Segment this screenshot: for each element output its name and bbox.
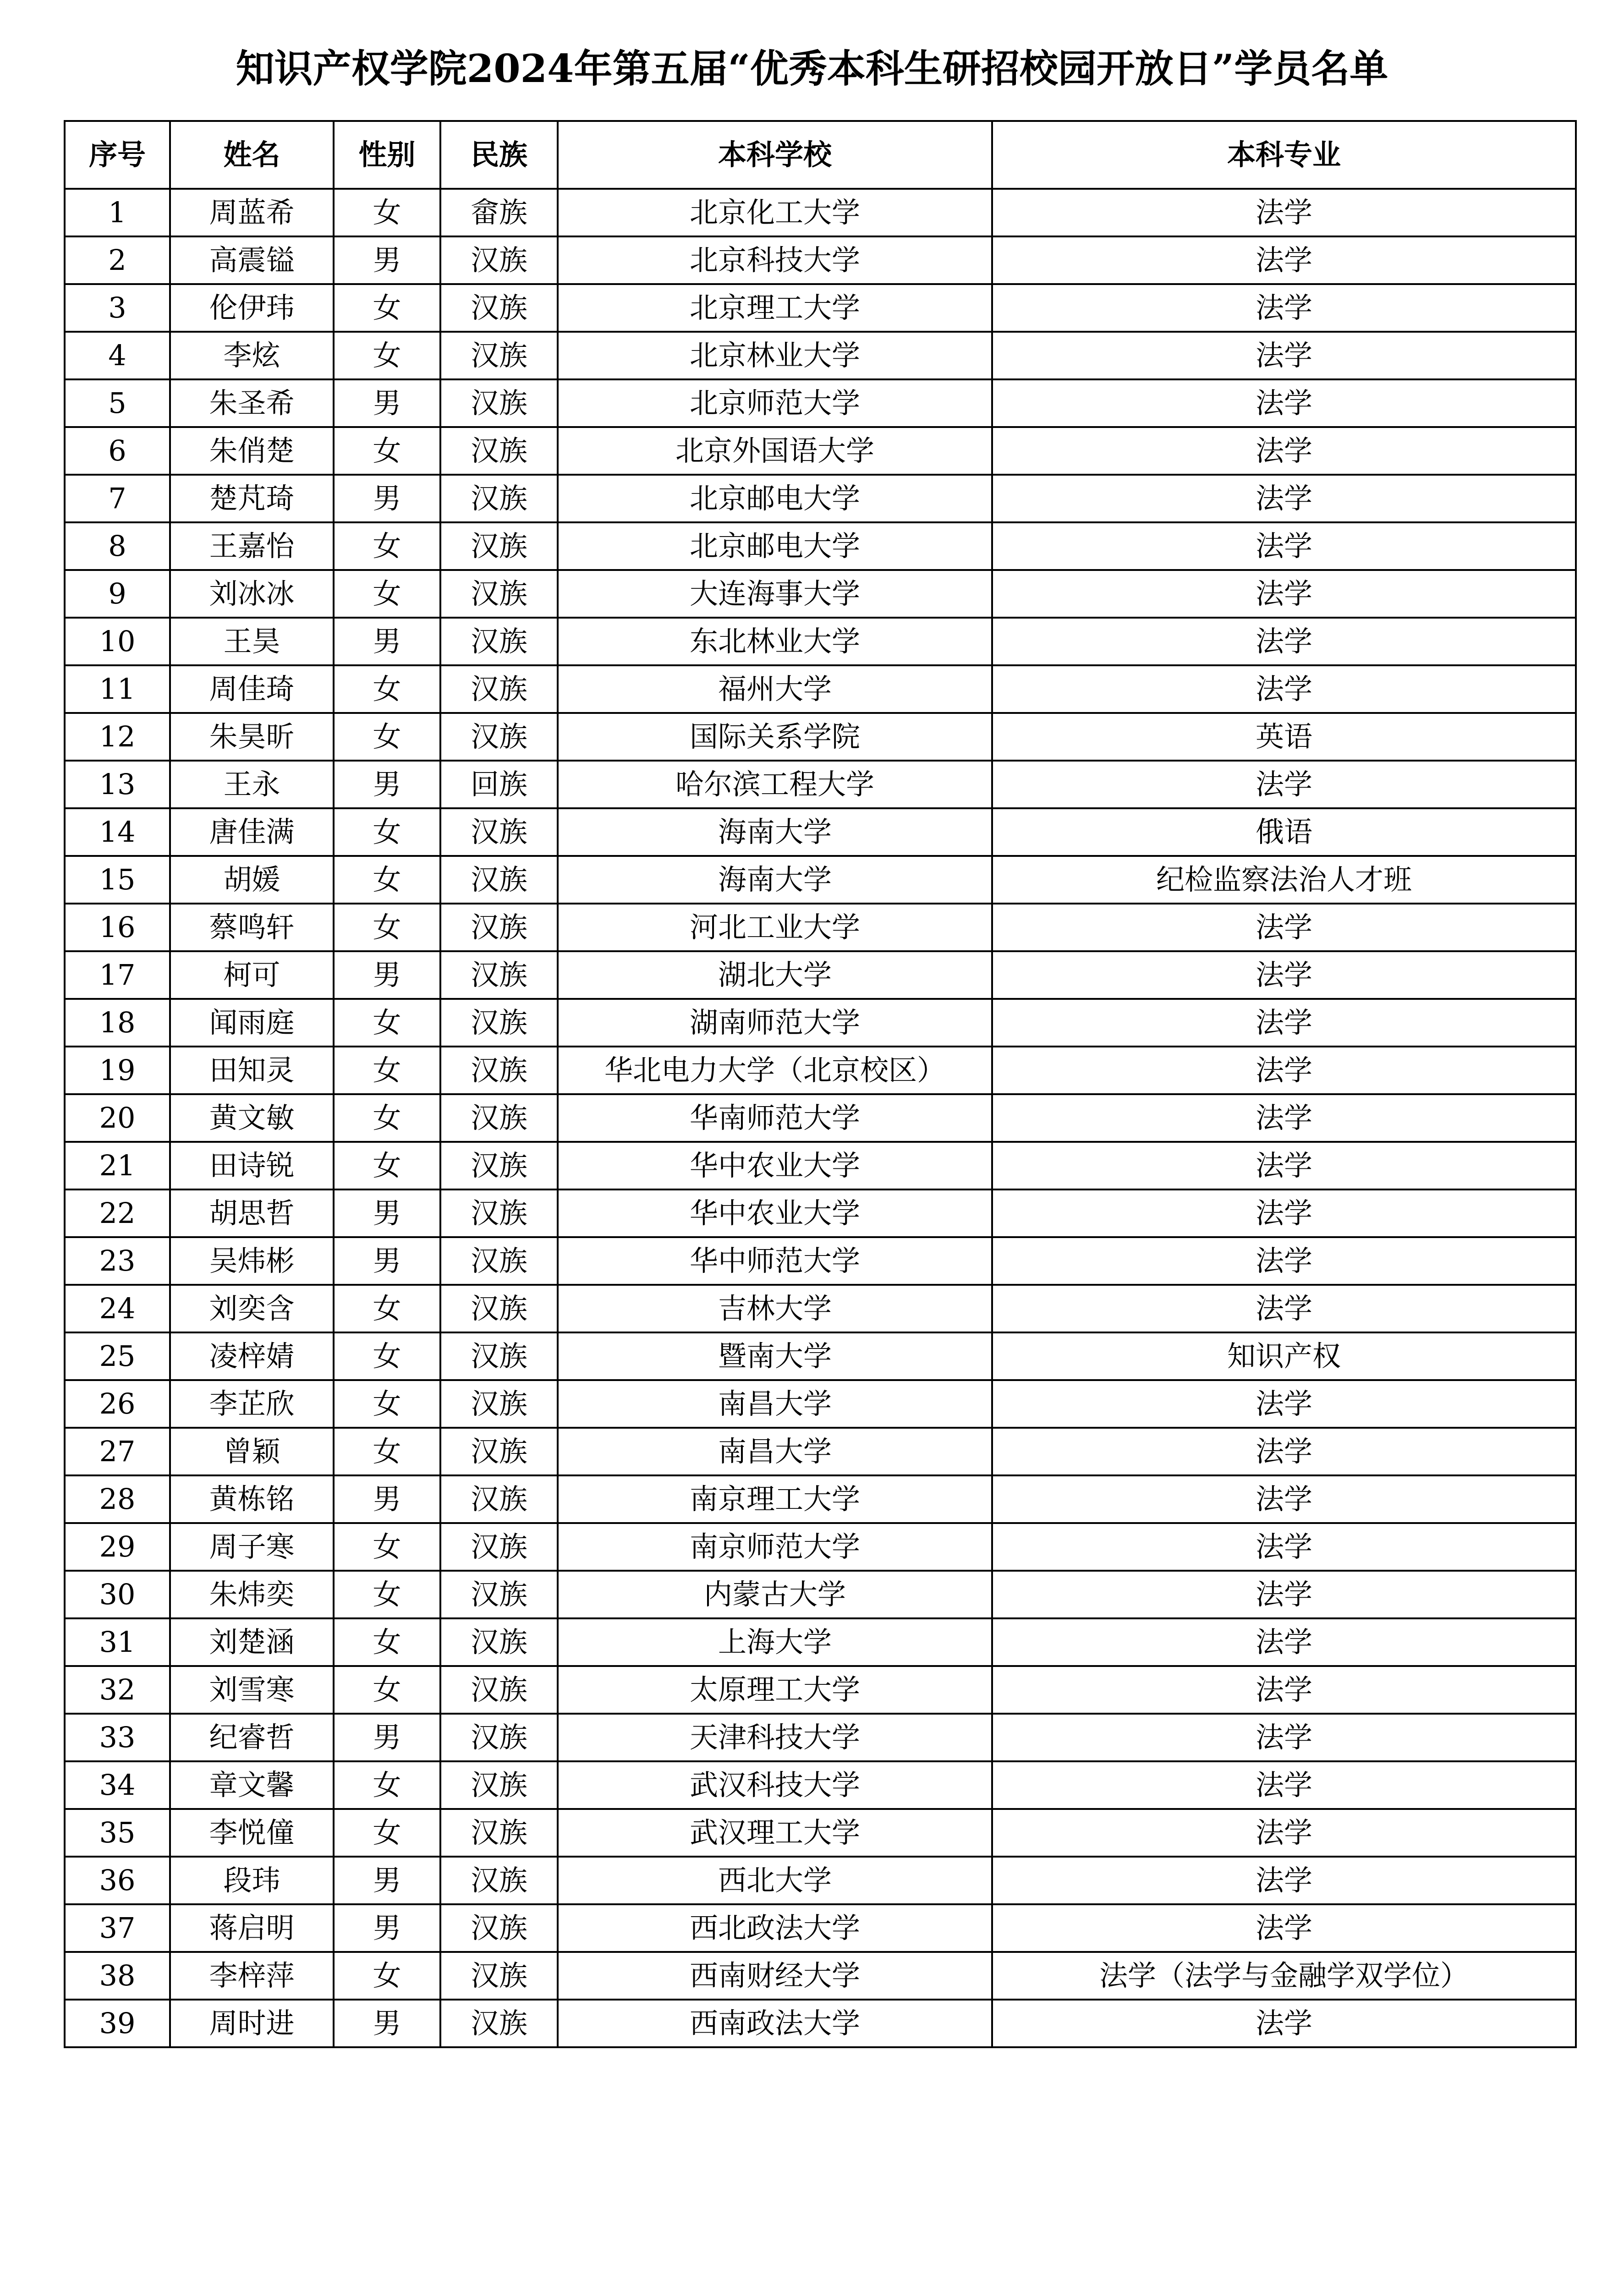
cell-ethnicity: 汉族 [440, 618, 558, 665]
cell-major: 法学 [992, 1666, 1576, 1714]
table-row [65, 1857, 1576, 1904]
cell-name: 蒋启明 [170, 1904, 334, 1952]
cell-gender: 女 [334, 1428, 440, 1475]
cell-major: 法学 [992, 1428, 1576, 1475]
cell-gender: 男 [334, 618, 440, 665]
cell-school: 北京科技大学 [558, 236, 992, 284]
cell-school: 海南大学 [558, 856, 992, 904]
cell-name: 李悦僮 [170, 1809, 334, 1857]
cell-gender: 男 [334, 1475, 440, 1523]
table-row [65, 1523, 1576, 1571]
table-row [65, 808, 1576, 856]
cell-major: 法学 [992, 522, 1576, 570]
cell-gender: 女 [334, 1094, 440, 1142]
cell-school: 北京化工大学 [558, 189, 992, 236]
cell-major: 法学（法学与金融学双学位） [992, 1952, 1576, 2000]
cell-school: 大连海事大学 [558, 570, 992, 618]
cell-name: 纪睿哲 [170, 1714, 334, 1761]
cell-major: 法学 [992, 951, 1576, 999]
cell-ethnicity: 汉族 [440, 236, 558, 284]
cell-ethnicity: 汉族 [440, 808, 558, 856]
cell-name: 刘楚涵 [170, 1618, 334, 1666]
table-row [65, 1475, 1576, 1523]
cell-major: 法学 [992, 618, 1576, 665]
cell-gender: 女 [334, 1142, 440, 1189]
cell-gender: 女 [334, 1380, 440, 1428]
cell-name: 曾颖 [170, 1428, 334, 1475]
cell-school: 内蒙古大学 [558, 1571, 992, 1618]
cell-major: 法学 [992, 1189, 1576, 1237]
cell-number: 22 [65, 1189, 170, 1237]
table-row [65, 522, 1576, 570]
cell-name: 凌梓婧 [170, 1332, 334, 1380]
cell-ethnicity: 汉族 [440, 665, 558, 713]
cell-ethnicity: 汉族 [440, 713, 558, 761]
cell-school: 哈尔滨工程大学 [558, 761, 992, 808]
cell-school: 湖北大学 [558, 951, 992, 999]
cell-school: 武汉理工大学 [558, 1809, 992, 1857]
cell-ethnicity: 回族 [440, 761, 558, 808]
cell-ethnicity: 汉族 [440, 2000, 558, 2047]
cell-number: 9 [65, 570, 170, 618]
table-row [65, 189, 1576, 236]
cell-major: 法学 [992, 1237, 1576, 1285]
table-row [65, 1761, 1576, 1809]
table-row [65, 2000, 1576, 2047]
table-row [65, 284, 1576, 332]
cell-number: 25 [65, 1332, 170, 1380]
cell-gender: 男 [334, 951, 440, 999]
cell-gender: 女 [334, 856, 440, 904]
cell-school: 上海大学 [558, 1618, 992, 1666]
cell-gender: 女 [334, 522, 440, 570]
header-school: 本科学校 [558, 121, 992, 189]
table-row [65, 951, 1576, 999]
cell-major: 法学 [992, 1571, 1576, 1618]
cell-major: 法学 [992, 761, 1576, 808]
cell-name: 吴炜彬 [170, 1237, 334, 1285]
cell-name: 胡媛 [170, 856, 334, 904]
cell-number: 30 [65, 1571, 170, 1618]
cell-major: 法学 [992, 1809, 1576, 1857]
cell-school: 南京理工大学 [558, 1475, 992, 1523]
cell-gender: 男 [334, 475, 440, 522]
table-row [65, 570, 1576, 618]
cell-major: 法学 [992, 236, 1576, 284]
cell-name: 朱圣希 [170, 379, 334, 427]
cell-name: 周时进 [170, 2000, 334, 2047]
cell-name: 田知灵 [170, 1047, 334, 1094]
cell-school: 南京师范大学 [558, 1523, 992, 1571]
table-row [65, 1380, 1576, 1428]
cell-ethnicity: 汉族 [440, 427, 558, 475]
cell-name: 刘雪寒 [170, 1666, 334, 1714]
cell-ethnicity: 汉族 [440, 1428, 558, 1475]
cell-school: 西北政法大学 [558, 1904, 992, 1952]
cell-name: 李芷欣 [170, 1380, 334, 1428]
cell-number: 15 [65, 856, 170, 904]
cell-number: 26 [65, 1380, 170, 1428]
cell-number: 28 [65, 1475, 170, 1523]
table-row [65, 999, 1576, 1047]
cell-school: 南昌大学 [558, 1380, 992, 1428]
table-row [65, 332, 1576, 379]
cell-ethnicity: 汉族 [440, 999, 558, 1047]
cell-number: 8 [65, 522, 170, 570]
cell-gender: 男 [334, 1714, 440, 1761]
cell-ethnicity: 汉族 [440, 1047, 558, 1094]
cell-major: 法学 [992, 570, 1576, 618]
cell-number: 38 [65, 1952, 170, 2000]
cell-gender: 女 [334, 1952, 440, 2000]
cell-number: 14 [65, 808, 170, 856]
cell-school: 华北电力大学（北京校区） [558, 1047, 992, 1094]
cell-ethnicity: 汉族 [440, 1142, 558, 1189]
table-row [65, 1047, 1576, 1094]
table-row [65, 1952, 1576, 2000]
table-row [65, 1142, 1576, 1189]
cell-ethnicity: 汉族 [440, 1189, 558, 1237]
cell-gender: 女 [334, 904, 440, 951]
cell-gender: 男 [334, 1904, 440, 1952]
cell-school: 华中农业大学 [558, 1189, 992, 1237]
cell-major: 法学 [992, 1857, 1576, 1904]
cell-number: 31 [65, 1618, 170, 1666]
cell-name: 高震镒 [170, 236, 334, 284]
cell-ethnicity: 汉族 [440, 570, 558, 618]
cell-number: 23 [65, 1237, 170, 1285]
cell-number: 4 [65, 332, 170, 379]
cell-gender: 女 [334, 999, 440, 1047]
cell-name: 章文馨 [170, 1761, 334, 1809]
cell-number: 18 [65, 999, 170, 1047]
cell-gender: 女 [334, 189, 440, 236]
cell-school: 南昌大学 [558, 1428, 992, 1475]
cell-name: 刘冰冰 [170, 570, 334, 618]
cell-school: 北京理工大学 [558, 284, 992, 332]
cell-major: 英语 [992, 713, 1576, 761]
cell-major: 法学 [992, 665, 1576, 713]
cell-ethnicity: 汉族 [440, 1332, 558, 1380]
cell-school: 华中师范大学 [558, 1237, 992, 1285]
cell-number: 39 [65, 2000, 170, 2047]
cell-gender: 女 [334, 1047, 440, 1094]
cell-school: 河北工业大学 [558, 904, 992, 951]
table-row [65, 856, 1576, 904]
cell-ethnicity: 畲族 [440, 189, 558, 236]
cell-name: 朱炜奕 [170, 1571, 334, 1618]
cell-major: 法学 [992, 1047, 1576, 1094]
cell-gender: 男 [334, 1189, 440, 1237]
cell-major: 法学 [992, 1523, 1576, 1571]
cell-name: 田诗锐 [170, 1142, 334, 1189]
cell-ethnicity: 汉族 [440, 1285, 558, 1332]
cell-school: 福州大学 [558, 665, 992, 713]
cell-gender: 女 [334, 332, 440, 379]
header-gender: 性别 [334, 121, 440, 189]
cell-school: 武汉科技大学 [558, 1761, 992, 1809]
header-name: 姓名 [170, 121, 334, 189]
cell-school: 西北大学 [558, 1857, 992, 1904]
cell-school: 国际关系学院 [558, 713, 992, 761]
table-row [65, 761, 1576, 808]
cell-ethnicity: 汉族 [440, 1094, 558, 1142]
cell-ethnicity: 汉族 [440, 856, 558, 904]
cell-school: 西南政法大学 [558, 2000, 992, 2047]
cell-major: 法学 [992, 904, 1576, 951]
cell-school: 华南师范大学 [558, 1094, 992, 1142]
table-row [65, 1618, 1576, 1666]
cell-name: 周子寒 [170, 1523, 334, 1571]
cell-major: 知识产权 [992, 1332, 1576, 1380]
cell-gender: 女 [334, 1809, 440, 1857]
cell-ethnicity: 汉族 [440, 1618, 558, 1666]
cell-name: 蔡鸣轩 [170, 904, 334, 951]
cell-gender: 男 [334, 1857, 440, 1904]
cell-name: 王昊 [170, 618, 334, 665]
cell-school: 华中农业大学 [558, 1142, 992, 1189]
table-row [65, 1237, 1576, 1285]
cell-gender: 男 [334, 236, 440, 284]
cell-major: 法学 [992, 2000, 1576, 2047]
cell-number: 32 [65, 1666, 170, 1714]
cell-gender: 女 [334, 1571, 440, 1618]
cell-name: 黄文敏 [170, 1094, 334, 1142]
cell-major: 法学 [992, 427, 1576, 475]
cell-ethnicity: 汉族 [440, 1523, 558, 1571]
cell-ethnicity: 汉族 [440, 1714, 558, 1761]
cell-number: 21 [65, 1142, 170, 1189]
cell-school: 暨南大学 [558, 1332, 992, 1380]
cell-major: 法学 [992, 284, 1576, 332]
cell-number: 10 [65, 618, 170, 665]
cell-number: 7 [65, 475, 170, 522]
table-row [65, 427, 1576, 475]
cell-number: 11 [65, 665, 170, 713]
cell-number: 1 [65, 189, 170, 236]
cell-ethnicity: 汉族 [440, 1571, 558, 1618]
cell-name: 楚芃琦 [170, 475, 334, 522]
cell-ethnicity: 汉族 [440, 1475, 558, 1523]
cell-major: 法学 [992, 332, 1576, 379]
cell-ethnicity: 汉族 [440, 1952, 558, 2000]
table-row [65, 1094, 1576, 1142]
cell-number: 29 [65, 1523, 170, 1571]
cell-school: 海南大学 [558, 808, 992, 856]
cell-gender: 女 [334, 427, 440, 475]
cell-major: 法学 [992, 189, 1576, 236]
cell-name: 闻雨庭 [170, 999, 334, 1047]
cell-gender: 男 [334, 379, 440, 427]
cell-major: 法学 [992, 1285, 1576, 1332]
table-row [65, 1714, 1576, 1761]
header-number: 序号 [65, 121, 170, 189]
cell-major: 法学 [992, 1380, 1576, 1428]
table-row [65, 618, 1576, 665]
cell-ethnicity: 汉族 [440, 1857, 558, 1904]
cell-major: 纪检监察法治人才班 [992, 856, 1576, 904]
cell-ethnicity: 汉族 [440, 1380, 558, 1428]
table-row [65, 379, 1576, 427]
table-row [65, 1428, 1576, 1475]
cell-gender: 女 [334, 1761, 440, 1809]
table-row [65, 665, 1576, 713]
cell-number: 13 [65, 761, 170, 808]
cell-name: 段玮 [170, 1857, 334, 1904]
cell-name: 王嘉怡 [170, 522, 334, 570]
cell-ethnicity: 汉族 [440, 522, 558, 570]
cell-school: 吉林大学 [558, 1285, 992, 1332]
cell-school: 北京邮电大学 [558, 522, 992, 570]
cell-gender: 女 [334, 1618, 440, 1666]
cell-ethnicity: 汉族 [440, 904, 558, 951]
cell-gender: 女 [334, 1666, 440, 1714]
table-row [65, 1571, 1576, 1618]
cell-ethnicity: 汉族 [440, 1904, 558, 1952]
cell-major: 法学 [992, 1475, 1576, 1523]
cell-school: 西南财经大学 [558, 1952, 992, 2000]
cell-school: 东北林业大学 [558, 618, 992, 665]
cell-number: 24 [65, 1285, 170, 1332]
cell-major: 法学 [992, 1714, 1576, 1761]
cell-school: 天津科技大学 [558, 1714, 992, 1761]
cell-gender: 女 [334, 808, 440, 856]
cell-gender: 男 [334, 2000, 440, 2047]
cell-school: 太原理工大学 [558, 1666, 992, 1714]
cell-number: 3 [65, 284, 170, 332]
cell-number: 37 [65, 1904, 170, 1952]
cell-number: 27 [65, 1428, 170, 1475]
cell-number: 12 [65, 713, 170, 761]
cell-name: 胡思哲 [170, 1189, 334, 1237]
cell-number: 35 [65, 1809, 170, 1857]
cell-ethnicity: 汉族 [440, 332, 558, 379]
table-row [65, 1809, 1576, 1857]
table-header-row [65, 121, 1576, 189]
cell-ethnicity: 汉族 [440, 284, 558, 332]
cell-number: 16 [65, 904, 170, 951]
cell-name: 朱昊昕 [170, 713, 334, 761]
cell-name: 王永 [170, 761, 334, 808]
cell-ethnicity: 汉族 [440, 379, 558, 427]
cell-name: 周佳琦 [170, 665, 334, 713]
cell-ethnicity: 汉族 [440, 1237, 558, 1285]
table-row [65, 1332, 1576, 1380]
cell-school: 湖南师范大学 [558, 999, 992, 1047]
cell-gender: 女 [334, 713, 440, 761]
cell-name: 朱俏楚 [170, 427, 334, 475]
header-major: 本科专业 [992, 121, 1576, 189]
cell-gender: 男 [334, 761, 440, 808]
cell-school: 北京师范大学 [558, 379, 992, 427]
cell-ethnicity: 汉族 [440, 951, 558, 999]
table-row [65, 1189, 1576, 1237]
cell-major: 俄语 [992, 808, 1576, 856]
cell-name: 唐佳满 [170, 808, 334, 856]
cell-major: 法学 [992, 475, 1576, 522]
cell-school: 北京邮电大学 [558, 475, 992, 522]
cell-major: 法学 [992, 1142, 1576, 1189]
cell-name: 李梓萍 [170, 1952, 334, 2000]
cell-name: 李炫 [170, 332, 334, 379]
cell-major: 法学 [992, 1618, 1576, 1666]
cell-number: 20 [65, 1094, 170, 1142]
table-row [65, 475, 1576, 522]
table-row [65, 1666, 1576, 1714]
cell-gender: 男 [334, 1237, 440, 1285]
cell-gender: 女 [334, 1332, 440, 1380]
cell-school: 北京外国语大学 [558, 427, 992, 475]
cell-major: 法学 [992, 1094, 1576, 1142]
cell-number: 6 [65, 427, 170, 475]
cell-name: 黄栋铭 [170, 1475, 334, 1523]
cell-major: 法学 [992, 1761, 1576, 1809]
cell-ethnicity: 汉族 [440, 1666, 558, 1714]
cell-gender: 女 [334, 665, 440, 713]
table-row [65, 236, 1576, 284]
cell-major: 法学 [992, 999, 1576, 1047]
cell-number: 2 [65, 236, 170, 284]
cell-major: 法学 [992, 379, 1576, 427]
cell-ethnicity: 汉族 [440, 1761, 558, 1809]
cell-number: 36 [65, 1857, 170, 1904]
cell-number: 17 [65, 951, 170, 999]
cell-school: 北京林业大学 [558, 332, 992, 379]
table-row [65, 1904, 1576, 1952]
cell-number: 5 [65, 379, 170, 427]
cell-ethnicity: 汉族 [440, 1809, 558, 1857]
cell-name: 刘奕含 [170, 1285, 334, 1332]
cell-name: 周蓝希 [170, 189, 334, 236]
table-row [65, 1285, 1576, 1332]
document-title: 知识产权学院2024年第五届“优秀本科生研招校园开放日”学员名单 [236, 46, 1388, 91]
header-ethnicity: 民族 [440, 121, 558, 189]
cell-major: 法学 [992, 1904, 1576, 1952]
cell-gender: 女 [334, 570, 440, 618]
roster-table-part-1 [64, 120, 1577, 2048]
cell-ethnicity: 汉族 [440, 475, 558, 522]
cell-gender: 女 [334, 1285, 440, 1332]
cell-name: 柯可 [170, 951, 334, 999]
cell-name: 伦伊玮 [170, 284, 334, 332]
cell-gender: 女 [334, 1523, 440, 1571]
cell-number: 19 [65, 1047, 170, 1094]
table-row [65, 904, 1576, 951]
cell-number: 33 [65, 1714, 170, 1761]
cell-number: 34 [65, 1761, 170, 1809]
cell-gender: 女 [334, 284, 440, 332]
table-row [65, 713, 1576, 761]
